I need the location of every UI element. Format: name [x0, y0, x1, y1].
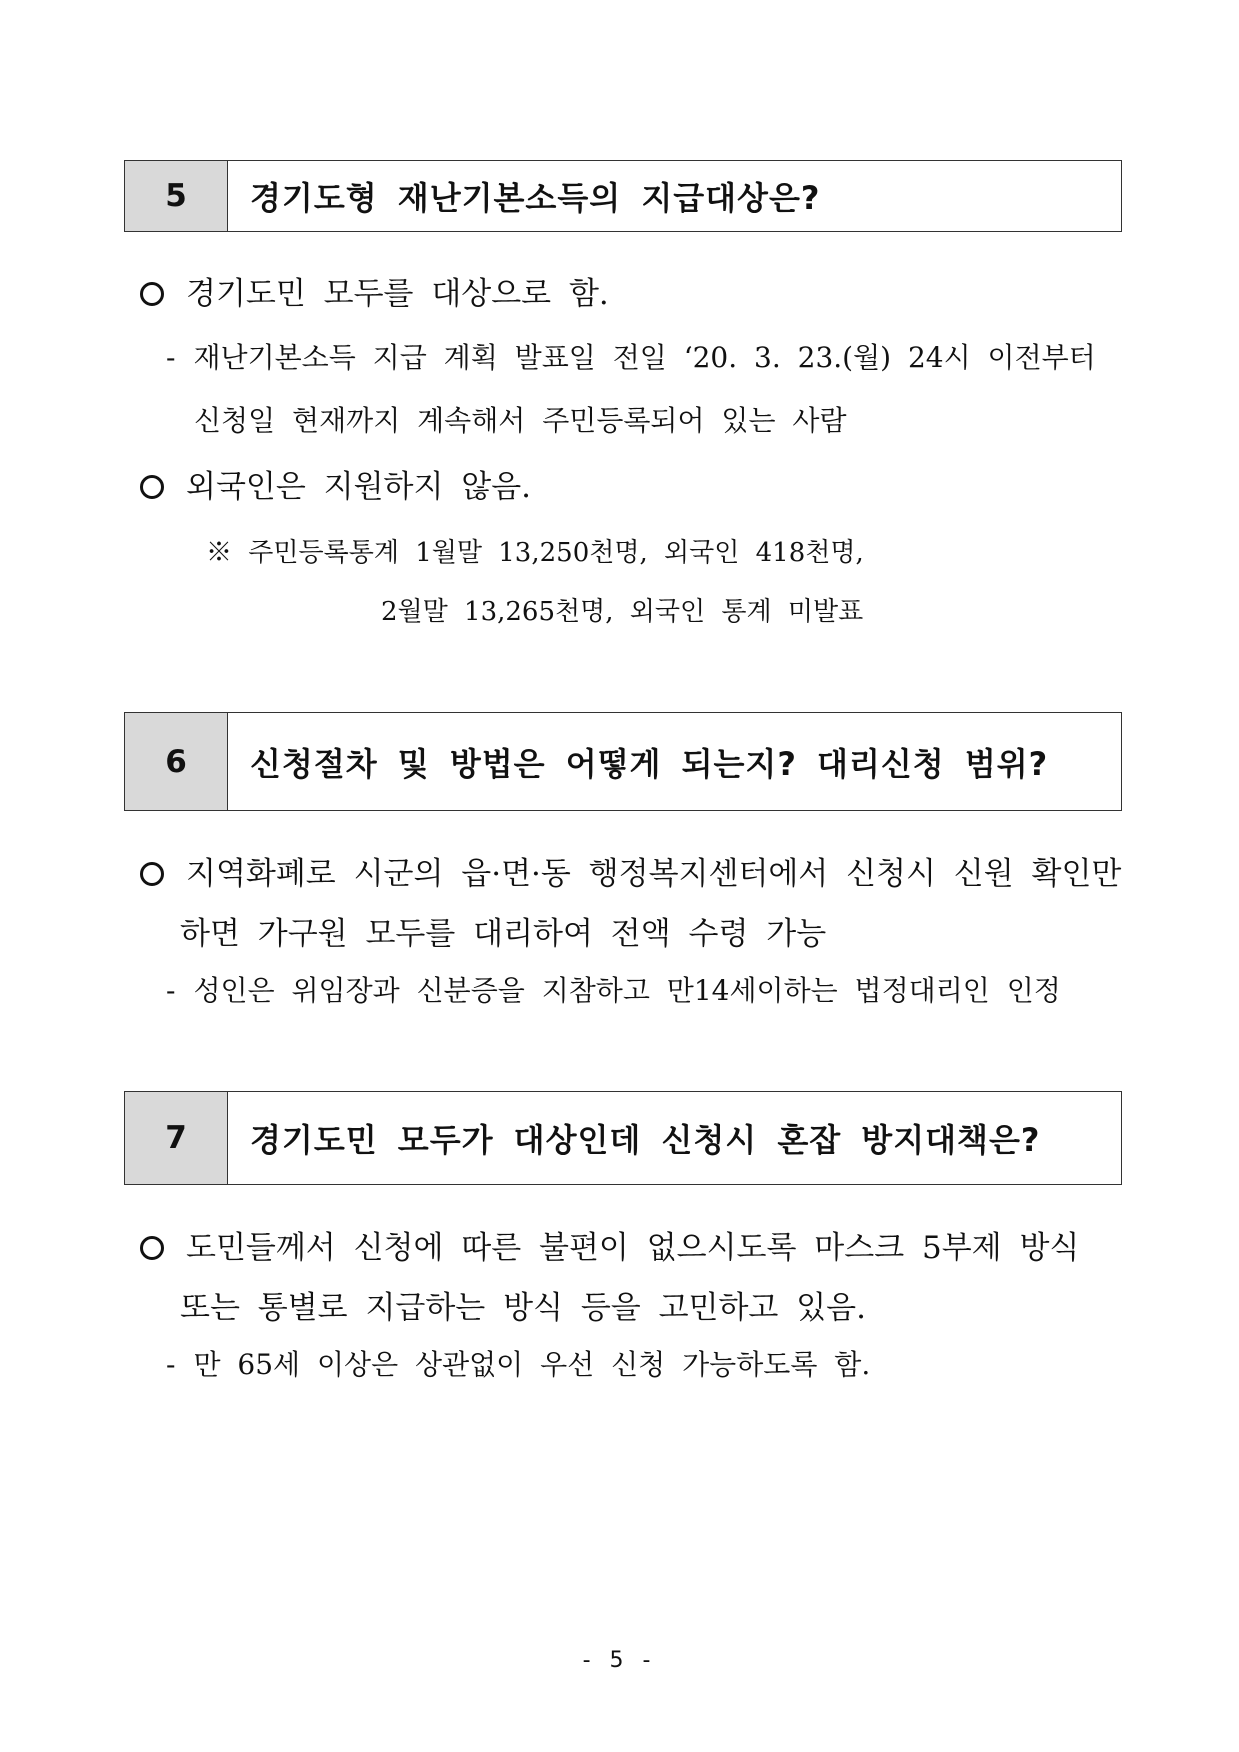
- section-title: 경기도형 재난기본소득의 지급대상은?: [250, 179, 821, 217]
- note-line: ※ 주민등록통계 1월말 13,250천명, 외국인 418천명,: [206, 538, 864, 568]
- page-number: - 5 -: [582, 1648, 657, 1673]
- dash-item: - 재난기본소득 지급 계획 발표일 전일 ‘20. 3. 23.(월) 24시 이전부터: [166, 341, 1096, 374]
- bullet-item: 경기도민 모두를 대상으로 함.: [140, 268, 609, 313]
- section-number: 6: [125, 713, 228, 810]
- dash-mark: -: [166, 1348, 176, 1381]
- section-number: 5: [125, 161, 228, 231]
- dash-item: - 만 65세 이상은 상관없이 우선 신청 가능하도록 함.: [166, 1348, 871, 1381]
- bullet-item: 도민들께서 신청에 따른 불편이 없으시도록 마스크 5부제 방식: [140, 1222, 1079, 1267]
- bullet-item: 지역화폐로 시군의 읍·면·동 행정복지센터에서 신청시 신원 확인만: [140, 848, 1121, 893]
- section-6-header: [124, 712, 1122, 811]
- circle-bullet-icon: [140, 475, 164, 499]
- section-7-header: [124, 1091, 1122, 1185]
- bullet-item: 외국인은 지원하지 않음.: [140, 461, 531, 506]
- bullet-item-continuation: 하면 가구원 모두를 대리하여 전액 수령 가능: [180, 916, 827, 952]
- section-5-header: [124, 160, 1122, 232]
- circle-bullet-icon: [140, 1236, 164, 1260]
- dash-item-continuation: 신청일 현재까지 계속해서 주민등록되어 있는 사람: [194, 404, 847, 437]
- dash-mark: -: [166, 341, 176, 374]
- dash-mark: -: [166, 974, 176, 1007]
- circle-bullet-icon: [140, 282, 164, 306]
- bullet-item-continuation: 또는 통별로 지급하는 방식 등을 고민하고 있음.: [180, 1290, 866, 1326]
- circle-bullet-icon: [140, 862, 164, 886]
- dash-item: - 성인은 위임장과 신분증을 지참하고 만14세이하는 법정대리인 인정: [166, 974, 1061, 1007]
- section-number: 7: [125, 1092, 228, 1184]
- note-line-continuation: 2월말 13,265천명, 외국인 통계 미발표: [381, 597, 864, 627]
- section-title: 경기도민 모두가 대상인데 신청시 혼잡 방지대책은?: [250, 1121, 1041, 1159]
- section-title: 신청절차 및 방법은 어떻게 되는지? 대리신청 범위?: [250, 744, 1049, 783]
